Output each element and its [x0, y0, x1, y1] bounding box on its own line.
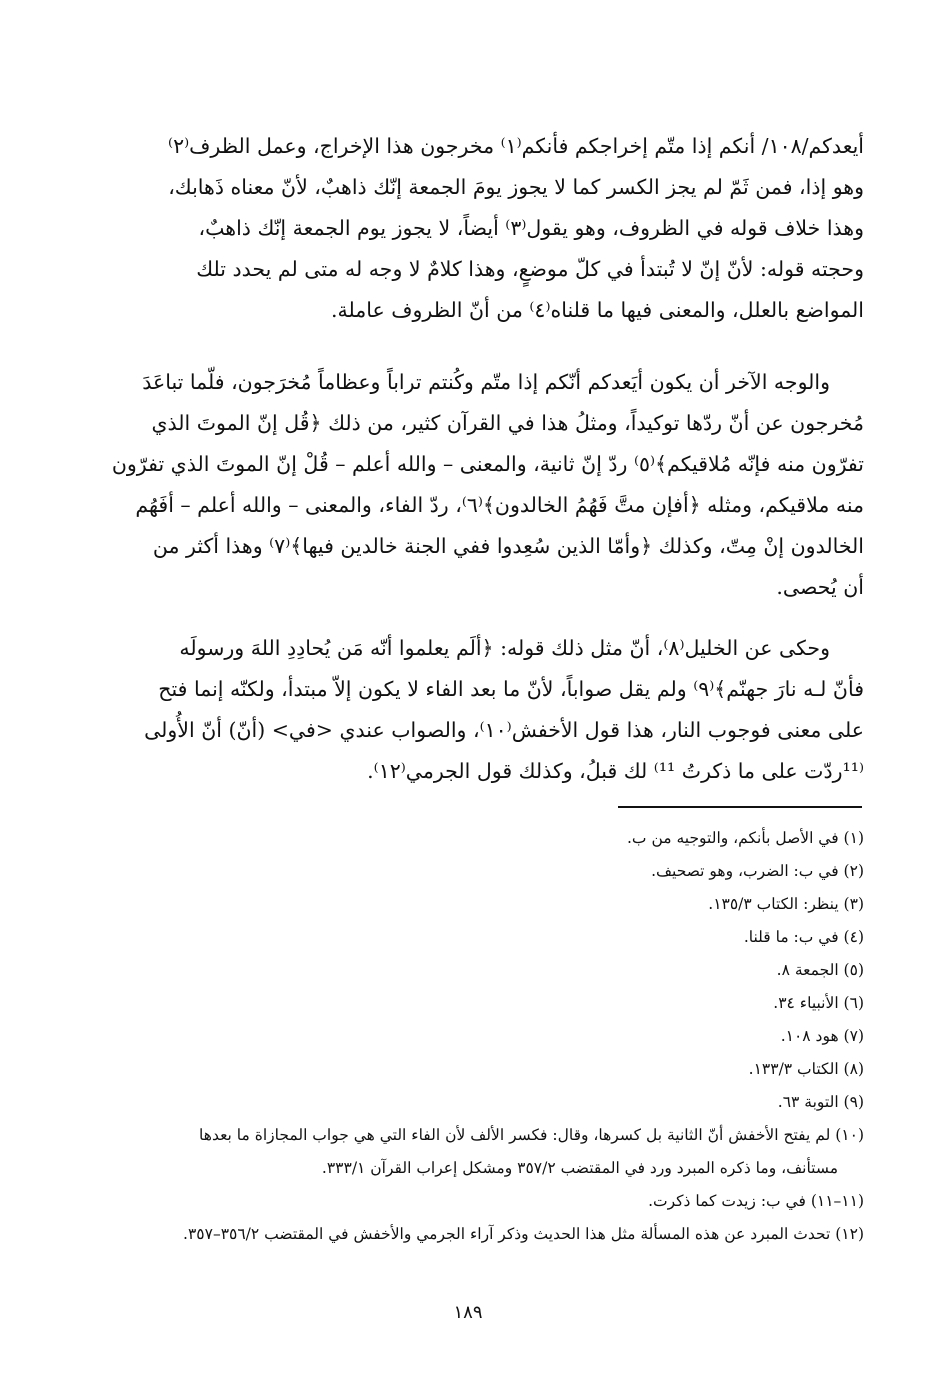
text-line: أيعدكم/١٠٨/ أنكم إذا متّم إخراجكم فأنكم⁽١⁾ مخرجون هذا الإخراج، وعمل الظرف⁽٢⁾	[168, 134, 864, 158]
text-line: وهو إذا، فمن ثَمّ لم يجز الكسر كما لا يجوز يومَ الجمعة إنّك ذاهبٌ، لأنّ معناه ذَهابك،	[168, 175, 864, 199]
text-line: الخالدون إنْ مِتّ، وكذلك ﴿وأمّا الذين سُعِدوا ففي الجنة خالدين فيها﴾⁽٧⁾ وهذا أكثر من	[152, 534, 864, 558]
footnote: (٤) في ب: ما قلنا.	[743, 928, 864, 946]
paragraph-3	[82, 628, 864, 792]
footnote: (٩) التوبة ٦٣.	[777, 1093, 864, 1111]
footnote-divider	[618, 806, 862, 808]
text-line: المواضع بالعلل، والمعنى فيها ما قلناه⁽٤⁾ من أنّ الظروف عاملة.	[331, 298, 864, 322]
text-line: وهذا خلاف قوله في الظروف، وهو يقول⁽٣⁾ أيضاً، لا يجوز يوم الجمعة إنّك ذاهبٌ،	[198, 216, 864, 240]
paragraph-1	[82, 126, 864, 331]
footnote: (٣) ينظر: الكتاب ١٣٥/٣.	[708, 895, 864, 913]
text-line: أن يُحصى.	[776, 575, 864, 599]
text-line: مُخرجون عن أنّ ردّها توكيداً، ومثلُ هذا في القرآن كثير، من ذلك ﴿قُل إنّ الموتَ الذي	[151, 411, 864, 435]
footnote: (٦) الأنبياء ٣٤.	[773, 994, 864, 1012]
footnote: (٢) في ب: الضرب، وهو تصحيف.	[651, 862, 864, 880]
page-number: ١٨٩	[453, 1302, 483, 1323]
text-line: فأنّ لـه نارَ جهنّم﴾⁽٩⁾ ولم يقل صواباً، لأنّ ما بعد الفاء لا يكون إلاّ مبتدأ، ولكنّه إنما فتح	[158, 677, 864, 701]
footnotes	[90, 822, 864, 1251]
text-line: ⁽¹¹ردّت على ما ذكرتُ ¹¹⁾ لك قبلُ، وكذلك قول الجرمي⁽١٢⁾.	[367, 759, 864, 783]
footnote: (٨) الكتاب ١٣٣/٣.	[748, 1060, 864, 1078]
text-line: على معنى فوجوب النار، هذا قول الأخفش⁽١٠⁾، والصواب عندي <في> (أنّ) أنّ الأُولى	[144, 718, 864, 742]
footnote-continuation: مستأنف، وما ذكره المبرد ورد في المقتضب ٣٥٧/٢ ومشكل إعراب القرآن ٣٣٣/١.	[321, 1159, 838, 1177]
footnote: (١٢) تحدث المبرد عن هذه المسألة مثل هذا الحديث وذكر آراء الجرمي والأخفش في المقتضب ٣٥٦/٢–٣٥٧.	[183, 1225, 864, 1243]
text-line: منه ملاقيكم، ومثله ﴿أفإن متَّ فَهُمُ الخالدون﴾⁽٦⁾، ردّ الفاء، والمعنى – والله أعلم – أفَهُم	[135, 493, 864, 517]
text-line: تفرّون منه فإنّه مُلاقيكم﴾⁽٥⁾ ردّ إنّ ثانية، والمعنى – والله أعلم – قُلْ إنّ الموتَ الذي تفرّون	[111, 452, 864, 476]
text-line: وحكى عن الخليل⁽٨⁾، أنّ مثل ذلك قوله: ﴿ألَم يعلموا أنّه مَن يُحادِدِ اللهَ ورسولَه	[179, 636, 830, 660]
paragraph-2	[82, 362, 864, 608]
footnote: (١٠) لم يفتح الأخفش أنّ الثانية بل كسرها، وقال: فكسر الألف لأن الفاء التي هي جواب المجازاة ما بعدها	[199, 1126, 864, 1144]
text-line: والوجه الآخر أن يكون أيَعدكم أنّكم إذا متّم وكُنتم تراباً وعظاماً مُخرَجون، فلّما تباعَدَ	[142, 370, 830, 394]
footnote: (٧) هود ١٠٨.	[780, 1027, 864, 1045]
footnote: (٥) الجمعة ٨.	[776, 961, 864, 979]
text-line: وحجته قوله: لأنّ إنّ لا تُبتدأ في كلّ موضعٍ، وهذا كلامٌ لا وجه له متى لم يحدد تلك	[196, 257, 864, 281]
footnote: (١١–١١) في ب: زيدت كما ذكرت.	[648, 1192, 864, 1210]
footnote: (١) في الأصل بأنكم، والتوجيه من ب.	[627, 829, 864, 847]
